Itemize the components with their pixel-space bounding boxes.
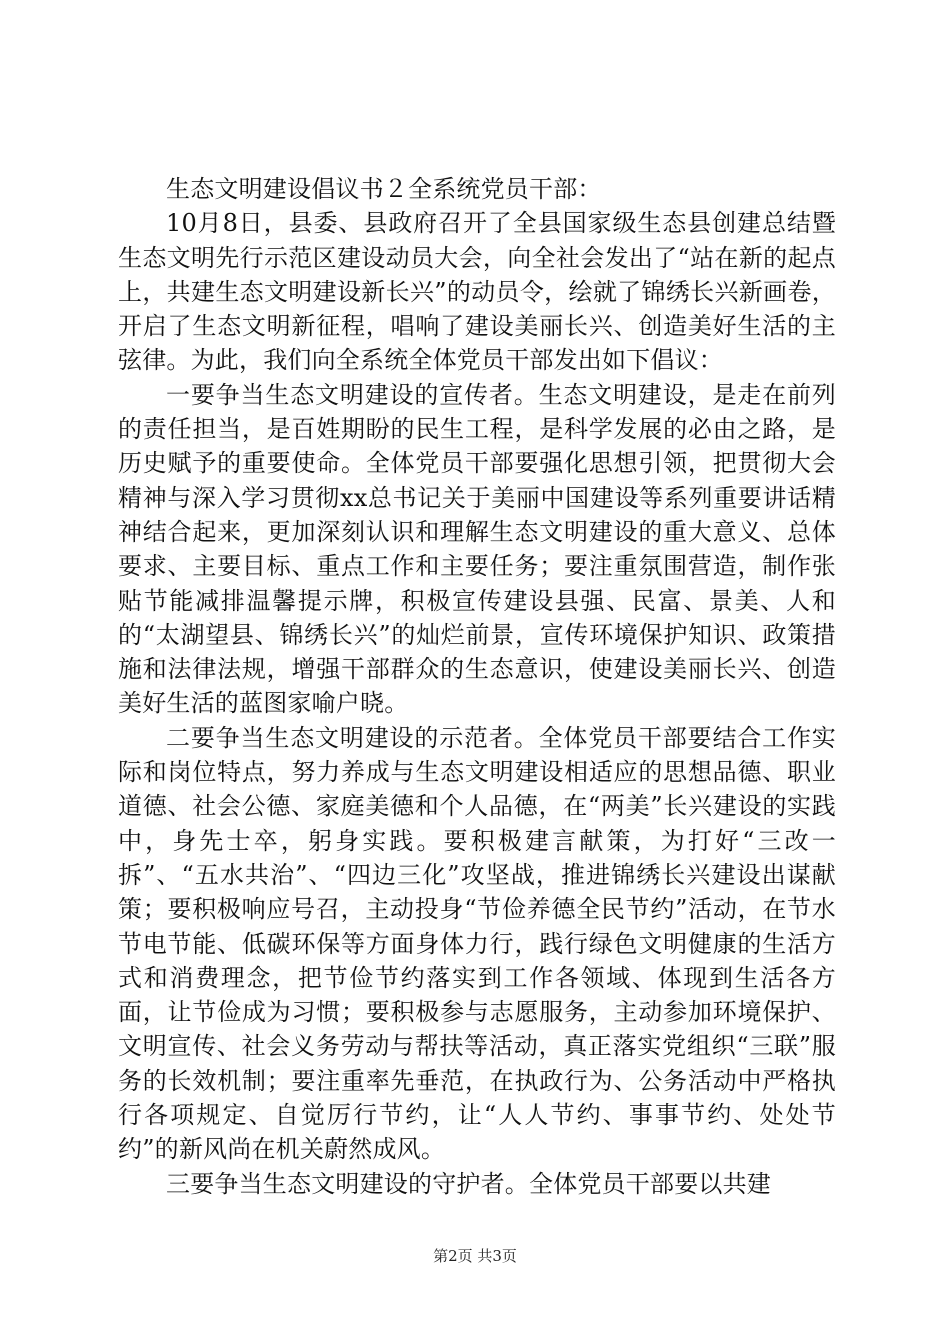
paragraph-point-two: 二要争当生态文明建设的示范者。全体党员干部要结合工作实际和岗位特点，努力养成与生态文明建设相适应的思想品德、职业道德、社会公德、家庭美德和个人品德，在“两美”长兴建设的实践中，身先士卒，躬身实践。要积极建言献策，为打好“三改一拆”、“五水共治”、“四边三化”攻坚战，推进锦绣长兴建设出谋献策；要积极响应号召，主动投身“节俭养德全民节约”活动，在节水节电节能、低碳环保等方面身体力行，践行绿色文明健康的生活方式和消费理念，把节俭节约落实到工作各领域、体现到生活各方面，让节俭成为习惯；要积极参与志愿服务，主动参加环境保护、文明宣传、社会义务劳动与帮扶等活动，真正落实党组织“三联”服务的长效机制；要注重率先垂范，在执政行为、公务活动中严格执行各项规定、自觉厉行节约，让“人人节约、事事节约、处处节约”的新风尚在机关蔚然成风。 [118,723,836,1164]
page-number-footer: 第2页 共3页 [433,1247,517,1265]
paragraph-intro: 10月8日，县委、县政府召开了全县国家级生态县创建总结暨生态文明先行示范区建设动员大会，向全社会发出了“站在新的起点上，共建生态文明建设新长兴”的动员令，绘就了锦绣长兴新画卷，开启了生态文明新征程，唱响了建设美丽长兴、创造美好生活的主弦律。为此，我们向全系统全体党员干部发出如下倡议： [118,209,836,375]
paragraph-title-line: 生态文明建设倡议书２全系统党员干部： [166,175,602,203]
paragraph-point-three: 三要争当生态文明建设的守护者。全体党员干部要以共建 [166,1169,771,1198]
document-body [118,172,836,1201]
paragraph-point-one: 一要争当生态文明建设的宣传者。生态文明建设，是走在前列的责任担当，是百姓期盼的民生工程，是科学发展的必由之路，是历史赋予的重要使命。全体党员干部要强化思想引领，把贯彻大会精神与深入学习贯彻xx总书记关于美丽中国建设等系列重要讲话精神结合起来，更加深刻认识和理解生态文明建设的重大意义、总体要求、主要目标、重点工作和主要任务；要注重氛围营造，制作张贴节能减排温馨提示牌，积极宣传建设县强、民富、景美、人和的“太湖望县、锦绣长兴”的灿烂前景，宣传环境保护知识、政策措施和法律法规，增强干部群众的生态意识，使建设美丽长兴、创造美好生活的蓝图家喻户晓。 [118,380,836,718]
